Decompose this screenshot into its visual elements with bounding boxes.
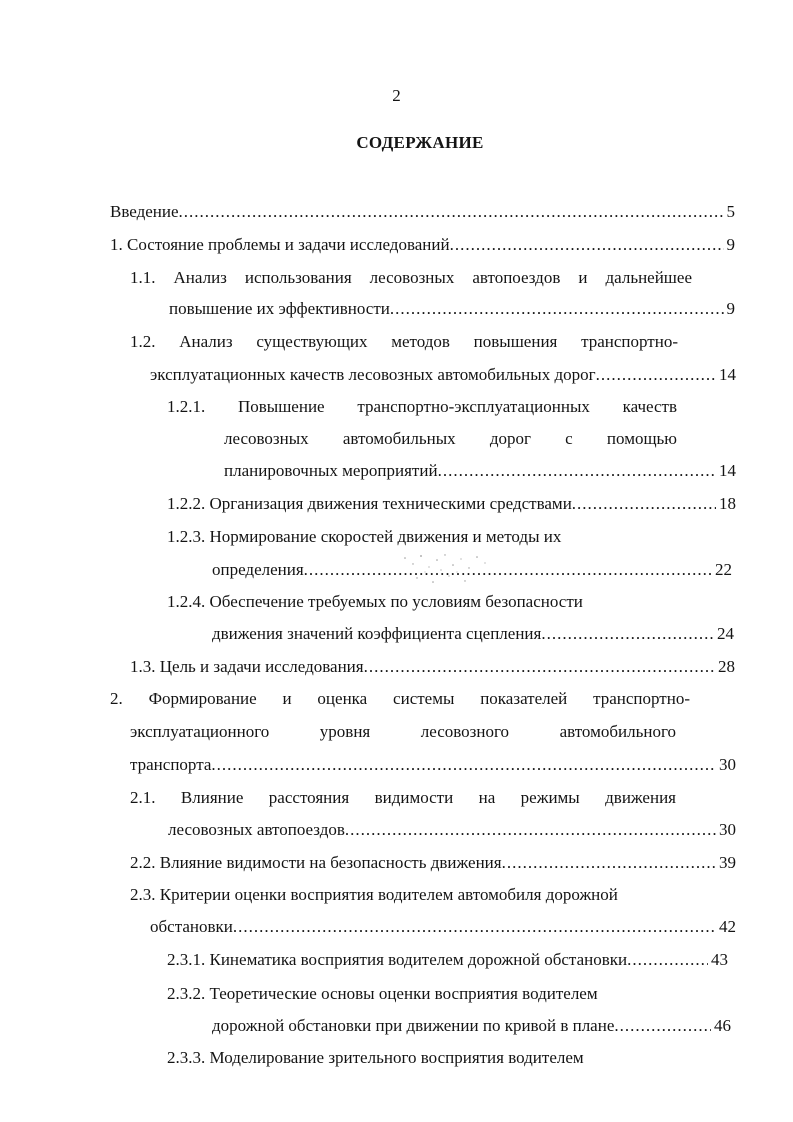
toc-page-number: 22 <box>715 560 732 579</box>
toc-entry-1-2-3-line2[interactable] <box>212 559 732 581</box>
toc-page-number: 5 <box>726 202 735 221</box>
toc-entry-1-2-4-line1[interactable]: 1.2.4. Обеспечение требуемых по условиям безопасности <box>167 592 583 611</box>
toc-entry-text: 1.3. Цель и задачи исследования <box>130 657 364 676</box>
toc-leader-dots <box>345 819 716 841</box>
toc-entry-text: лесовозных автопоездов <box>168 820 345 839</box>
toc-entry-1-2-4-line2[interactable] <box>212 623 734 645</box>
toc-entry-2-line1[interactable]: 2. Формирование и оценка системы показателей транспортно- <box>110 689 690 708</box>
toc-page-number: 28 <box>718 657 735 676</box>
toc-leader-dots <box>211 754 716 776</box>
toc-entry-2-3-3-line1[interactable]: 2.3.3. Моделирование зрительного восприятия водителем <box>167 1048 584 1067</box>
toc-entry-1-2-1-line2[interactable]: лесовозных автомобильных дорог с помощью <box>224 429 677 448</box>
toc-entry-text: 2.3.1. Кинематика восприятия водителем дорожной обстановки <box>167 950 628 969</box>
toc-entry-2-line2[interactable]: эксплуатационного уровня лесовозного автомобильного <box>130 722 676 741</box>
toc-leader-dots <box>390 298 724 320</box>
toc-entry-2-2[interactable] <box>130 852 736 874</box>
toc-entry-text: повышение их эффективности <box>169 299 390 318</box>
toc-leader-dots <box>233 916 716 938</box>
toc-leader-dots <box>572 493 716 515</box>
toc-entry-2-3-2-line2[interactable] <box>212 1015 731 1037</box>
toc-entry-2-1-line1[interactable]: 2.1. Влияние расстояния видимости на режимы движения <box>130 788 676 807</box>
toc-entry-1-2-3-line1[interactable]: 1.2.3. Нормирование скоростей движения и методы их <box>167 527 562 546</box>
toc-page-number: 39 <box>719 853 736 872</box>
toc-page-number: 46 <box>714 1016 731 1035</box>
toc-page-number: 9 <box>726 235 735 254</box>
toc-entry-1-3[interactable] <box>130 656 735 678</box>
toc-entry-1-2-1-line1[interactable]: 1.2.1. Повышение транспортно-эксплуатационных качеств <box>167 397 677 416</box>
toc-leader-dots <box>438 460 716 482</box>
toc-entry-text: 2.2. Влияние видимости на безопасность движения <box>130 853 502 872</box>
toc-entry-2-3-1[interactable] <box>167 949 728 971</box>
toc-entry-text: Введение <box>110 202 179 221</box>
toc-leader-dots <box>450 234 724 256</box>
toc-leader-dots <box>364 656 715 678</box>
toc-entry-text: планировочных мероприятий <box>224 461 438 480</box>
toc-leader-dots <box>541 623 714 645</box>
toc-leader-dots <box>502 852 716 874</box>
toc-leader-dots <box>627 949 708 971</box>
toc-entry-2-line3[interactable] <box>130 754 736 776</box>
toc-leader-dots <box>179 201 724 223</box>
toc-page-number: 14 <box>719 461 736 480</box>
toc-page-number: 42 <box>719 917 736 936</box>
toc-entry-1[interactable] <box>110 234 735 256</box>
toc-entry-1-1-line1[interactable]: 1.1. Анализ использования лесовозных автопоездов и дальнейшее <box>130 268 692 287</box>
toc-entry-text: 1.2.2. Организация движения техническими средствами <box>167 494 572 513</box>
toc-entry-1-2-2[interactable] <box>167 493 736 515</box>
toc-page-number: 14 <box>719 365 736 384</box>
toc-page-number: 43 <box>711 950 728 969</box>
toc-entry-text: движения значений коэффициента сцепления <box>212 624 542 643</box>
toc-entry-text: обстановки <box>150 917 233 936</box>
toc-leader-dots <box>596 364 716 386</box>
toc-entry-text: 1. Состояние проблемы и задачи исследований <box>110 235 450 254</box>
toc-entry-1-2-line2[interactable] <box>150 364 736 386</box>
toc-entry-2-3-line1[interactable]: 2.3. Критерии оценки восприятия водителем автомобиля дорожной <box>130 885 618 904</box>
toc-entry-2-3-line2[interactable] <box>150 916 736 938</box>
toc-entry-text: определения <box>212 560 304 579</box>
toc-leader-dots <box>614 1015 711 1037</box>
toc-page-number: 30 <box>719 820 736 839</box>
toc-entry-1-2-1-line3[interactable] <box>224 460 736 482</box>
toc-page-number: 18 <box>719 494 736 513</box>
toc-leader-dots <box>304 559 712 581</box>
toc-entry-1-2-line1[interactable]: 1.2. Анализ существующих методов повышения транспортно- <box>130 332 678 351</box>
toc-page-number: 9 <box>726 299 735 318</box>
toc-entry-1-1-line2[interactable] <box>169 298 735 320</box>
toc-entry-intro[interactable] <box>110 201 735 223</box>
toc-entry-2-1-line2[interactable] <box>168 819 736 841</box>
toc-entry-text: транспорта <box>130 755 212 774</box>
toc-page-number: 30 <box>719 755 736 774</box>
toc-entry-2-3-2-line1[interactable]: 2.3.2. Теоретические основы оценки восприятия водителем <box>167 984 598 1003</box>
page-number: 2 <box>392 86 401 105</box>
toc-entry-text: эксплуатационных качеств лесовозных автомобильных дорог <box>150 365 596 384</box>
toc-entry-text: дорожной обстановки при движении по кривой в плане <box>212 1016 615 1035</box>
toc-page-number: 24 <box>717 624 734 643</box>
page-title: СОДЕРЖАНИЕ <box>356 133 484 152</box>
